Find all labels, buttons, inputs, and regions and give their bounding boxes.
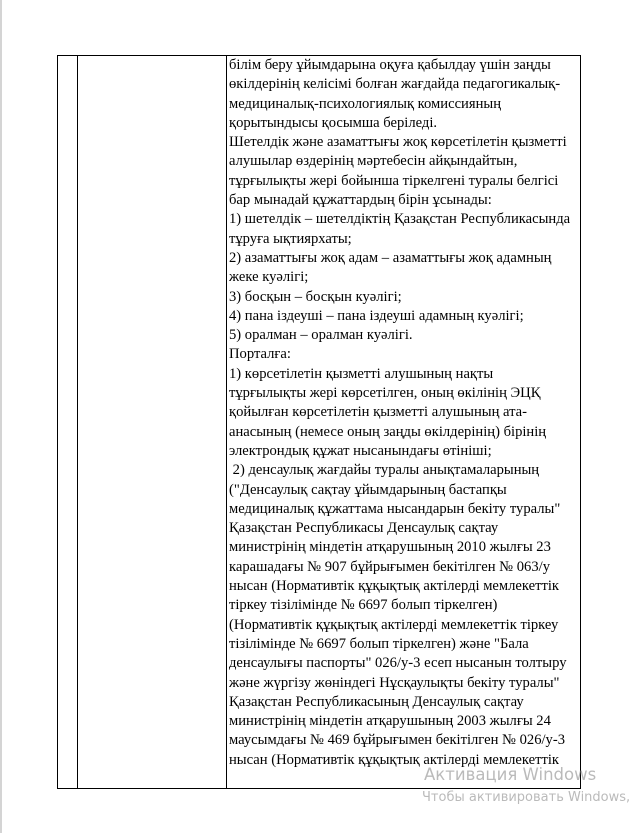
text-line: электрондық құжат нысанындағы өтініші; (229, 442, 492, 459)
text-line: медициналық-психологиялық комиссияның (229, 95, 502, 112)
text-line: Қазақстан Республикасының Денсаулық сақтау (229, 693, 524, 710)
text-line: Қазақстан Республикасы Денсаулық сақтау (229, 520, 499, 537)
text-line: тұруға ықтиярхаты; (229, 230, 352, 247)
text-line: ("Денсаулық сақтау ұйымдарының бастапқы (229, 481, 507, 498)
text-line: тұрғылықты жері көрсетілген, оның өкілінің ЭЦҚ (229, 385, 541, 402)
text-line: Порталға: (229, 346, 291, 363)
text-line: медициналық құжаттама нысандарын бекіту туралы" (229, 500, 561, 517)
text-line: денсаулығы паспорты" 026/у-3 есеп нысанын толтыру (229, 655, 567, 672)
text-line: анасының (немесе оның заңды өкілдерінің) бірінің (229, 423, 547, 440)
text-line: қорытындысы қосымша беріледі. (229, 114, 438, 131)
text-line: 1) шетелдік – шетелдіктің Қазақстан Республикасында (229, 211, 571, 228)
column-divider (77, 56, 78, 788)
text-line: тұрғылықты жері бойынша тіркелгені туралы белгісі (229, 172, 559, 189)
windows-activation-watermark-title: Активация Windows (424, 765, 597, 784)
text-line: тізілімінде № 6697 болып тіркелген) және "Бала (229, 635, 529, 652)
text-line: және жүргізу жөніндегі Нұсқаулықты бекіту туралы" (229, 674, 560, 691)
text-line: алушылар өздерінің мәртебесін айқындайтын, (229, 153, 518, 170)
table-cell-requirements-text (229, 56, 581, 788)
text-line: маусымдағы № 469 бұйрығымен бекітілген № 026/у-3 (229, 732, 566, 749)
text-line: карашадағы № 907 бұйрығымен бекітілген № 063/у (229, 558, 550, 575)
text-line: Шетелдік және азаматтығы жоқ көрсетілетін қызметті (229, 134, 567, 151)
text-line: 2) денсаулық жағдайы туралы анықтамаларының (229, 462, 540, 479)
column-divider (226, 56, 227, 788)
text-line: 5) оралман – оралман куәлігі. (229, 327, 413, 344)
text-line: тіркеу тізілімінде № 6697 болып тіркелген) (229, 597, 498, 614)
text-line: өкілдерінің келісімі болған жағдайда педагогикалық- (229, 76, 561, 93)
windows-activation-watermark-subtitle: Чтобы активировать Windows, (422, 790, 631, 805)
text-line: 2) азаматтығы жоқ адам – азаматтығы жоқ адамның (229, 249, 552, 266)
text-line: жеке куәлігі; (229, 269, 309, 286)
text-line: 1) көрсетілетін қызметті алушының нақты (229, 365, 494, 382)
text-line: қойылған көрсетілетін қызметті алушының ата- (229, 404, 528, 421)
text-line: 4) пана іздеуші – пана іздеуші адамның куәлігі; (229, 307, 524, 324)
text-line: нысан (Нормативтік құқықтық актілерді мемлекеттік (229, 751, 560, 768)
text-line: білім беру ұйымдарына оқуға қабылдау үшін заңды (229, 57, 551, 73)
text-line: нысан (Нормативтік құқықтық актілерді мемлекеттік (229, 578, 560, 595)
text-line: министрінің міндетін атқарушының 2003 жылғы 24 (229, 713, 551, 730)
text-line: бар мынадай құжаттардың бірін ұсынады: (229, 192, 492, 209)
document-table (57, 55, 581, 789)
text-line: (Нормативтік құқықтық актілерді мемлекеттік тіркеу (229, 616, 559, 633)
window-left-edge (0, 0, 2, 833)
text-line: 3) босқын – босқын куәлігі; (229, 288, 402, 305)
text-line: министрінің міндетін атқарушының 2010 жылғы 23 (229, 539, 551, 556)
